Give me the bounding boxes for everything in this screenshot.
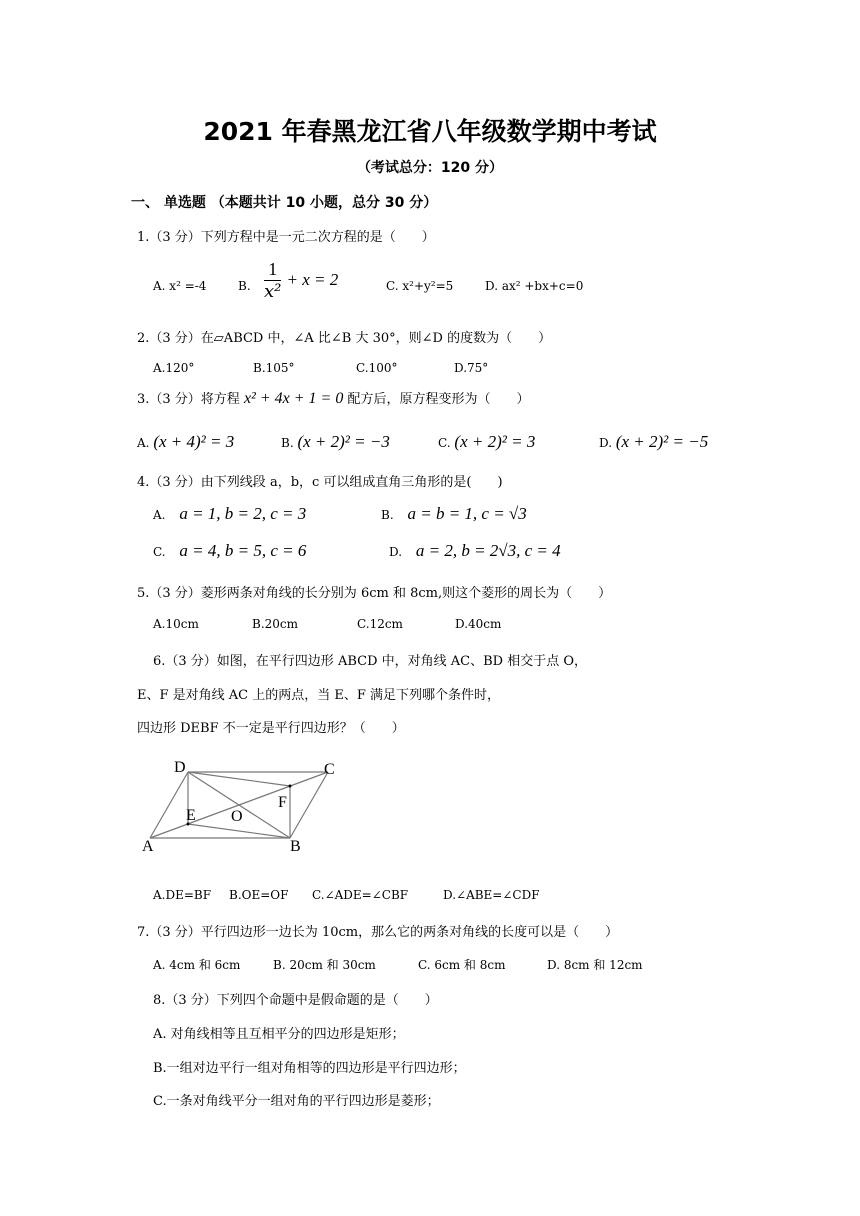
- option-label: B.: [281, 436, 294, 450]
- question-4-option-c: [153, 541, 306, 561]
- question-1-option-d: D. ax² +bx+c=0: [485, 279, 584, 293]
- question-1-option-b-label: B.: [238, 279, 251, 293]
- segment-eb: [188, 824, 290, 838]
- question-7-option-c: C. 6cm 和 8cm: [418, 958, 506, 972]
- question-4-option-a: [153, 504, 306, 524]
- formula-rest: + x = 2: [286, 270, 339, 289]
- parallelogram-figure: [138, 752, 348, 856]
- question-8-option-b: B.一组对边平行一组对角相等的四边形是平行四边形；: [153, 1061, 466, 1076]
- question-1-option-c: C. x²+y²=5: [386, 279, 454, 293]
- option-label: D.: [389, 545, 403, 559]
- option-formula: a = 1, b = 2, c = 3: [179, 504, 307, 523]
- question-3-option-a: [137, 432, 234, 452]
- label-f: F: [278, 794, 287, 811]
- question-8-option-a: A. 对角线相等且互相平分的四边形是矩形；: [153, 1027, 405, 1042]
- label-d: D: [174, 759, 186, 776]
- point-f-dot: [289, 785, 292, 788]
- label-c: C: [324, 761, 335, 778]
- question-8-option-c: C.一条对角线平分一组对角的平行四边形是菱形；: [153, 1094, 440, 1109]
- question-1-option-b-formula: [264, 258, 338, 303]
- diagonal-bd: [188, 772, 290, 838]
- question-5-option-a: A.10cm: [153, 617, 199, 631]
- option-label: D.: [599, 436, 613, 450]
- fraction: [264, 258, 281, 303]
- question-5-option-b: B.20cm: [252, 617, 299, 631]
- question-2-option-d: D.75°: [454, 361, 489, 375]
- question-6-line-3: 四边形 DEBF 不一定是平行四边形？（ ）: [137, 721, 405, 736]
- question-7-stem: 7.（3 分）平行四边形一边长为 10cm，那么它的两条对角线的长度可以是（ ）: [137, 925, 619, 940]
- question-6-option-a: A.DE=BF: [153, 888, 212, 902]
- question-2-stem: 2.（3 分）在▱ABCD 中，∠A 比∠B 大 30°，则∠D 的度数为（ ）: [137, 331, 552, 346]
- question-2-option-c: C.100°: [356, 361, 398, 375]
- question-2-option-a: A.120°: [153, 361, 195, 375]
- option-formula: a = 2, b = 2√3, c = 4: [415, 541, 561, 560]
- option-formula: (x + 4)² = 3: [153, 432, 235, 451]
- label-o: O: [231, 808, 243, 825]
- option-formula: (x + 2)² = 3: [454, 432, 536, 451]
- question-3-option-c: [438, 432, 535, 452]
- question-3-stem: [137, 388, 530, 408]
- question-4-option-d: [389, 541, 561, 561]
- segment-fd: [188, 772, 290, 786]
- label-a: A: [142, 838, 154, 855]
- question-7-option-b: B. 20cm 和 30cm: [273, 958, 376, 972]
- exam-total-score: （考试总分：120 分）: [356, 160, 504, 176]
- section-heading: 一、 单选题 （本题共计 10 小题，总分 30 分）: [131, 195, 438, 211]
- side-da: [150, 772, 188, 838]
- option-formula: a = 4, b = 5, c = 6: [179, 541, 307, 560]
- question-7-option-d: D. 8cm 和 12cm: [547, 958, 643, 972]
- question-5-stem: 5.（3 分）菱形两条对角线的长分别为 6cm 和 8cm,则这个菱形的周长为（ ）: [137, 586, 612, 601]
- option-formula: a = b = 1, c = √3: [407, 504, 527, 523]
- question-5-option-d: D.40cm: [455, 617, 502, 631]
- question-8-stem: 8.（3 分）下列四个命题中是假命题的是（ ）: [153, 993, 438, 1008]
- option-label: C.: [153, 545, 166, 559]
- page-title: 2021 年春黑龙江省八年级数学期中考试: [203, 117, 657, 146]
- fraction-denominator: x²: [264, 281, 282, 302]
- question-4-option-b: [381, 504, 527, 524]
- side-bc: [290, 772, 328, 838]
- option-label: A.: [137, 436, 150, 450]
- question-3-stem-suffix: 配方后，原方程变形为（ ）: [347, 392, 530, 407]
- question-3-option-d: [599, 432, 708, 452]
- question-2-option-b: B.105°: [253, 361, 295, 375]
- question-1-stem: 1.（3 分）下列方程中是一元二次方程的是（ ）: [137, 230, 435, 245]
- question-5-option-c: C.12cm: [357, 617, 403, 631]
- option-formula: (x + 2)² = −3: [297, 432, 390, 451]
- question-7-option-a: A. 4cm 和 6cm: [153, 958, 241, 972]
- option-formula: (x + 2)² = −5: [615, 432, 709, 451]
- option-label: B.: [381, 508, 394, 522]
- question-3-stem-prefix: 3.（3 分）将方程: [137, 392, 240, 407]
- fraction-numerator: 1: [264, 258, 281, 281]
- question-6-line-2: E、F 是对角线 AC 上的两点，当 E、F 满足下列哪个条件时，: [137, 688, 501, 703]
- question-3-option-b: [281, 432, 390, 452]
- question-6-line-1: 6.（3 分）如图，在平行四边形 ABCD 中，对角线 AC、BD 相交于点 O，: [153, 654, 587, 669]
- label-b: B: [290, 838, 301, 855]
- question-6-option-d: D.∠ABE=∠CDF: [443, 888, 540, 902]
- question-1-option-a: A. x² =-4: [153, 279, 207, 293]
- question-6-option-b: B.OE=OF: [229, 888, 289, 902]
- question-3-equation: x² + 4x + 1 = 0: [243, 390, 344, 407]
- option-label: A.: [153, 508, 166, 522]
- question-4-stem: 4.（3 分）由下列线段 a，b，c 可以组成直角三角形的是( ): [137, 475, 503, 490]
- label-e: E: [186, 807, 196, 824]
- question-6-option-c: C.∠ADE=∠CBF: [312, 888, 409, 902]
- option-label: C.: [438, 436, 451, 450]
